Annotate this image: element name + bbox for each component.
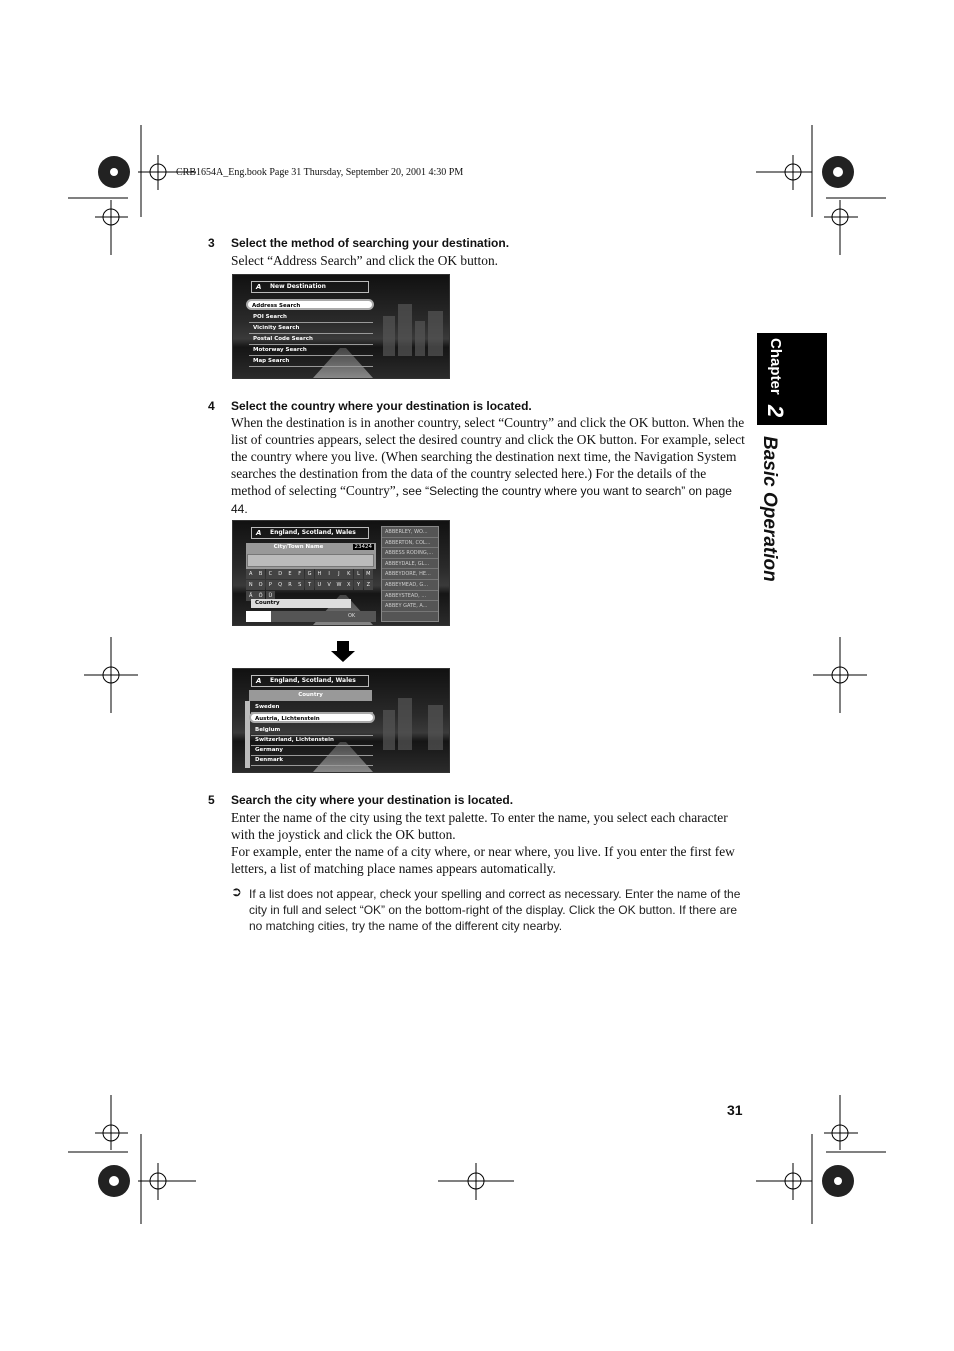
- key-15[interactable]: P: [266, 580, 276, 590]
- text-palette: [246, 569, 376, 602]
- key-21[interactable]: V: [324, 580, 334, 590]
- result-item[interactable]: ABBEYSTEAD, ...: [382, 591, 438, 602]
- key-3[interactable]: D: [275, 569, 285, 579]
- city-input-panel: City/Town Name 23424: [246, 543, 376, 569]
- result-item[interactable]: ABBEYMEAD, G...: [382, 580, 438, 591]
- key-9[interactable]: J: [334, 569, 344, 579]
- menu-item-postal-code-search[interactable]: Postal Code Search: [249, 334, 373, 345]
- key-4[interactable]: E: [285, 569, 295, 579]
- match-count: 23424: [354, 544, 372, 550]
- note-text: If a list does not appear, check your spelling and correct as necessary. Enter the name of the city in full and select “OK” on the bottom-right of the display. Click the OK button. If there are no matching cities, try the name of the different city nearby.: [249, 887, 741, 933]
- key-5[interactable]: F: [295, 569, 305, 579]
- step-5-heading: 5 Search the city where your destination is located.: [208, 793, 514, 807]
- step-5-text: Enter the name of the city using the text palette. To enter the name, you select each character with the joystick and click the OK button. For example, enter the name of a city where, or near where, you live. If you enter the first few letters, a list of matching place names appears automatically.: [231, 810, 735, 876]
- country-item-selected[interactable]: Austria, Lichtenstein: [249, 712, 375, 723]
- key-17[interactable]: R: [285, 580, 295, 590]
- key-22[interactable]: W: [334, 580, 344, 590]
- section-title: Basic Operation: [759, 436, 780, 582]
- menu-item-motorway-search[interactable]: Motorway Search: [249, 345, 373, 356]
- nav-icon: A: [256, 529, 262, 537]
- country-item[interactable]: Denmark: [251, 755, 373, 766]
- country-item[interactable]: Germany: [251, 745, 373, 756]
- key-6[interactable]: G: [305, 569, 315, 579]
- key-10[interactable]: K: [344, 569, 354, 579]
- result-item[interactable]: ABBEY GATE, A...: [382, 601, 438, 612]
- step-3-heading: 3 Select the method of searching your destination.: [208, 236, 510, 250]
- menu-item-vicinity-search[interactable]: Vicinity Search: [249, 323, 373, 334]
- screen-country-list: [232, 668, 450, 773]
- key-26[interactable]: Ä: [246, 591, 256, 601]
- screen-new-destination: [232, 274, 450, 379]
- key-12[interactable]: M: [364, 569, 374, 579]
- key-19[interactable]: T: [305, 580, 315, 590]
- arrow-note-icon: ➲: [231, 884, 242, 899]
- key-14[interactable]: O: [256, 580, 266, 590]
- screen-title: A England, Scotland, Wales: [251, 527, 369, 539]
- ok-button[interactable]: OK: [348, 613, 356, 619]
- key-18[interactable]: S: [295, 580, 305, 590]
- key-23[interactable]: X: [344, 580, 354, 590]
- country-item[interactable]: Sweden: [251, 702, 373, 713]
- list-header: Country: [249, 690, 372, 701]
- result-item[interactable]: ABBESS RODING,...: [382, 548, 438, 559]
- menu-item-poi-search[interactable]: POI Search: [249, 312, 373, 323]
- screen-title: A New Destination: [251, 281, 369, 293]
- country-item[interactable]: Belgium: [251, 725, 373, 736]
- screen-city-entry: [232, 520, 450, 626]
- print-info: CRB1654A_Eng.book Page 31 Thursday, September 20, 2001 4:30 PM: [176, 167, 464, 178]
- key-20[interactable]: U: [315, 580, 325, 590]
- key-8[interactable]: I: [324, 569, 334, 579]
- key-7[interactable]: H: [315, 569, 325, 579]
- palette-bottom-bar: [246, 611, 376, 622]
- nav-icon: A: [256, 283, 262, 291]
- result-item[interactable]: ABBERLEY, WO...: [382, 527, 438, 538]
- key-25[interactable]: Z: [364, 580, 374, 590]
- key-13[interactable]: N: [246, 580, 256, 590]
- country-popup[interactable]: Country: [251, 599, 351, 608]
- step-4-heading: 4 Select the country where your destination is located.: [208, 399, 532, 413]
- key-11[interactable]: L: [354, 569, 364, 579]
- step-4-text: When the destination is in another country, select “Country” and click the OK button. When the list of countries appears, select the desired country and click the OK button. For example, select the country where you live. (When searching the destination next time, the Navigation System searches the destination from the data of the country selected here.) For the details of the method of selecting “Country”, see “Selecting the country where you want to search” on page 44.: [231, 415, 745, 516]
- menu-item-map-search[interactable]: Map Search: [249, 356, 373, 367]
- result-item[interactable]: ABBEYDORE, HE...: [382, 569, 438, 580]
- page-number: 31: [727, 1102, 743, 1118]
- key-24[interactable]: Y: [354, 580, 364, 590]
- country-item[interactable]: Switzerland, Lichtenstein: [251, 735, 373, 746]
- screen-title: A England, Scotland, Wales: [251, 675, 369, 687]
- key-0[interactable]: A: [246, 569, 256, 579]
- down-arrow-icon: [331, 640, 355, 662]
- step-3-text: Select “Address Search” and click the OK button.: [231, 253, 498, 268]
- nav-icon: A: [256, 677, 262, 685]
- result-item[interactable]: ABBERTON, COL...: [382, 538, 438, 549]
- results-list: [381, 526, 439, 622]
- result-item[interactable]: ABBEYDALE, GL...: [382, 559, 438, 570]
- scrollbar[interactable]: [245, 701, 250, 768]
- menu-item-address-search[interactable]: Address Search: [246, 299, 374, 310]
- key-1[interactable]: B: [256, 569, 266, 579]
- key-28[interactable]: Ü: [266, 591, 276, 601]
- city-input[interactable]: [247, 554, 374, 567]
- key-27[interactable]: Ö: [256, 591, 266, 601]
- chapter-label: Chapter 2: [763, 338, 788, 418]
- key-16[interactable]: Q: [275, 580, 285, 590]
- key-2[interactable]: C: [266, 569, 276, 579]
